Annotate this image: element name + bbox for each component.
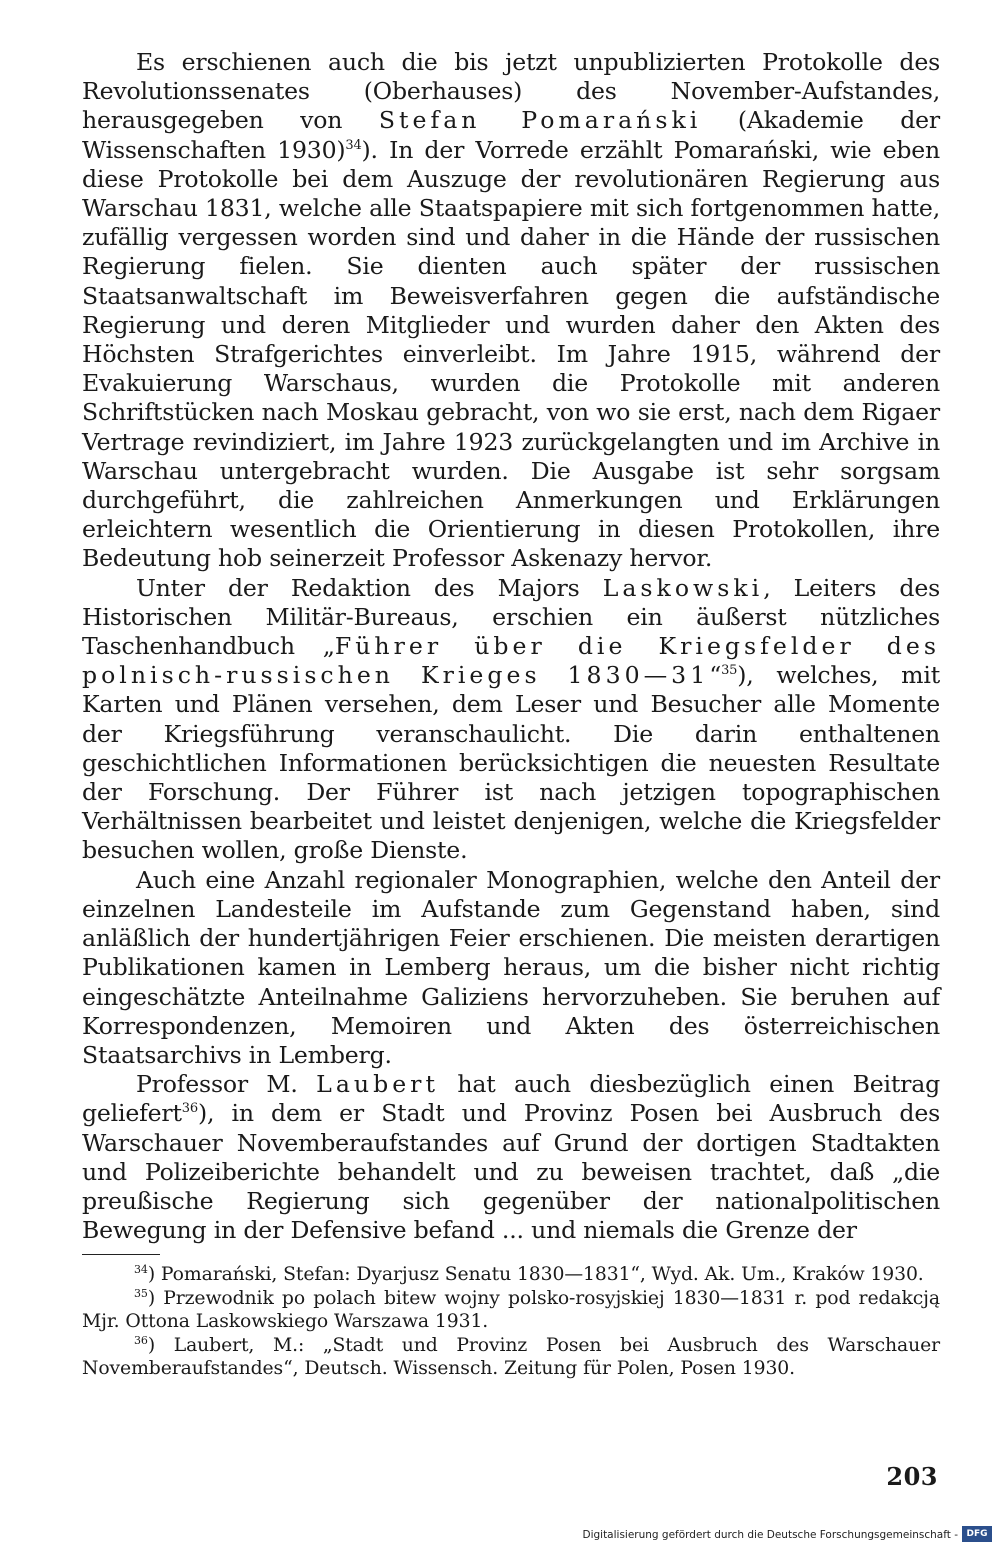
spaced-author-name: Laskowski <box>602 573 764 602</box>
footnote-number: 36 <box>134 1333 148 1347</box>
paragraph-3 <box>82 866 940 1070</box>
footnote-divider <box>82 1254 160 1255</box>
footnote-text: ) Przewodnik po polach bitew wojny polsko-rosyjskiej 1830—1831 r. pod redakcją Mjr. Ottona Laskowskiego Warszawa 1931. <box>82 1287 940 1333</box>
footnote-number: 35 <box>134 1286 148 1300</box>
footnote-35 <box>82 1287 940 1334</box>
footnotes <box>82 1263 940 1381</box>
footnote-34 <box>82 1263 940 1287</box>
spaced-author-name: Stefan Pomarański <box>378 106 702 135</box>
footnote-text: ) Laubert, M.: „Stadt und Provinz Posen bei Ausbruch des Warschauer Novemberaufstandes“, Deutsch. Wissensch. Zeitung für Polen, Posen 1930. <box>82 1334 940 1380</box>
page-body <box>82 48 940 1245</box>
paragraph-text: hat auch diesbezüglich einen Beitrag geliefert <box>82 1070 940 1128</box>
paragraph-text: ). In der Vorrede erzählt Pomarański, wie eben diese Protokolle bei dem Auszuge der revolutionären Regierung aus Warschau 1831, welche alle Staatspapiere mit sich fortgenommen hatte, zufällig vergessen worden sind und daher in die Hände der russischen Regierung fielen. Sie dienten auch später der russischen Staatsanwaltschaft im Beweisverfahren gegen die aufständische Regierung und deren Mitglieder und wurden daher den Akten des Höchsten Strafgerichtes einverleibt. Im Jahre 1915, während der Evakuierung Warschaus, wurden die Protokolle mit anderen Schriftstücken nach Moskau gebracht, von wo sie erst, nach dem Rigaer Vertrage revindiziert, im Jahre 1923 zurückgelangten und im Archive in Warschau untergebracht wurden. Die Ausgabe ist sehr sorgsam durchgeführt, die zahlreichen Anmerkungen und Erklärungen erleichtern wesentlich die Orientierung in diesen Protokollen, ihre Bedeutung hob seinerzeit Professor Askenazy hervor. <box>82 135 940 573</box>
paragraph-1 <box>82 48 940 574</box>
footnote-ref-36[interactable]: 36 <box>181 1101 198 1117</box>
paragraph-text: , Leiters des Historischen Militär-Bureaus, erschien ein äußerst nützliches Taschenhandbuch „ <box>82 573 940 661</box>
paragraph-text: ), welches, mit Karten und Plänen versehen, dem Leser und Besucher alle Momente der Kriegsführung veranschaulicht. Die darin enthaltenen geschichtlichen Informationen berücksichtigen die neuesten Resultate der Forschung. Der Führer ist nach jetzigen topographischen Verhältnissen bearbeitet und leistet denjenigen, welche die Kriegsfelder besuchen wollen, große Dienste. <box>82 661 940 865</box>
spaced-author-name: Laubert <box>316 1070 439 1099</box>
footnote-number: 34 <box>134 1263 148 1276</box>
paragraph-2 <box>82 574 940 866</box>
paragraph-text: ), in dem er Stadt und Provinz Posen bei Ausbruch des Warschauer Novemberaufstandes auf Grund der dortigen Stadtakten und Polizeiberichte behandelt und zu beweisen trachtet, daß „die preußische Regierung sich gegenüber der nationalpolitischen Bewegung in der Defensive befand ... und niemals die Grenze der <box>82 1099 940 1245</box>
paragraph-text: Professor M. <box>136 1070 317 1099</box>
footnote-ref-34[interactable]: 34 <box>345 137 362 153</box>
footnote-text: ) Pomarański, Stefan: Dyarjusz Senatu 1830—1831“, Wyd. Ak. Um., Kraków 1930. <box>147 1264 924 1285</box>
paragraph-4 <box>82 1070 940 1245</box>
paragraph-text: (Akademie der Wissenschaften 1930) <box>82 106 940 164</box>
footnote-36 <box>82 1334 940 1381</box>
paragraph-text: Es erschienen auch die bis jetzt unpublizierten Protokolle des Revolutionssenates (Oberhauses) des November-Aufstandes, herausgegeben von <box>82 48 940 135</box>
dfg-logo[interactable]: DFG <box>962 1526 992 1542</box>
paragraph-text: Unter der Redaktion des Majors <box>136 573 603 602</box>
footnote-ref-35[interactable]: 35 <box>721 663 738 679</box>
digitization-credit: Digitalisierung gefördert durch die Deutsche Forschungsgemeinschaft - <box>582 1529 958 1541</box>
spaced-book-title: Führer über die Kriegsfelder des polnisch-russischen Krieges 1830—31 <box>82 632 940 690</box>
page-number: 203 <box>886 1462 938 1491</box>
closing-quote: “ <box>709 661 722 690</box>
paragraph-text: Auch eine Anzahl regionaler Monographien, welche den Anteil der einzelnen Landesteile im Aufstande zum Gegenstand haben, sind anläßlich der hundertjährigen Feier erschienen. Die meisten derartigen Publikationen kamen in Lemberg heraus, um die bisher nicht richtig eingeschätzte Anteilnahme Galiziens hervorzuheben. Sie beruhen auf Korrespondenzen, Memoiren und Akten des österreichischen Staatsarchivs in Lemberg. <box>82 865 940 1069</box>
